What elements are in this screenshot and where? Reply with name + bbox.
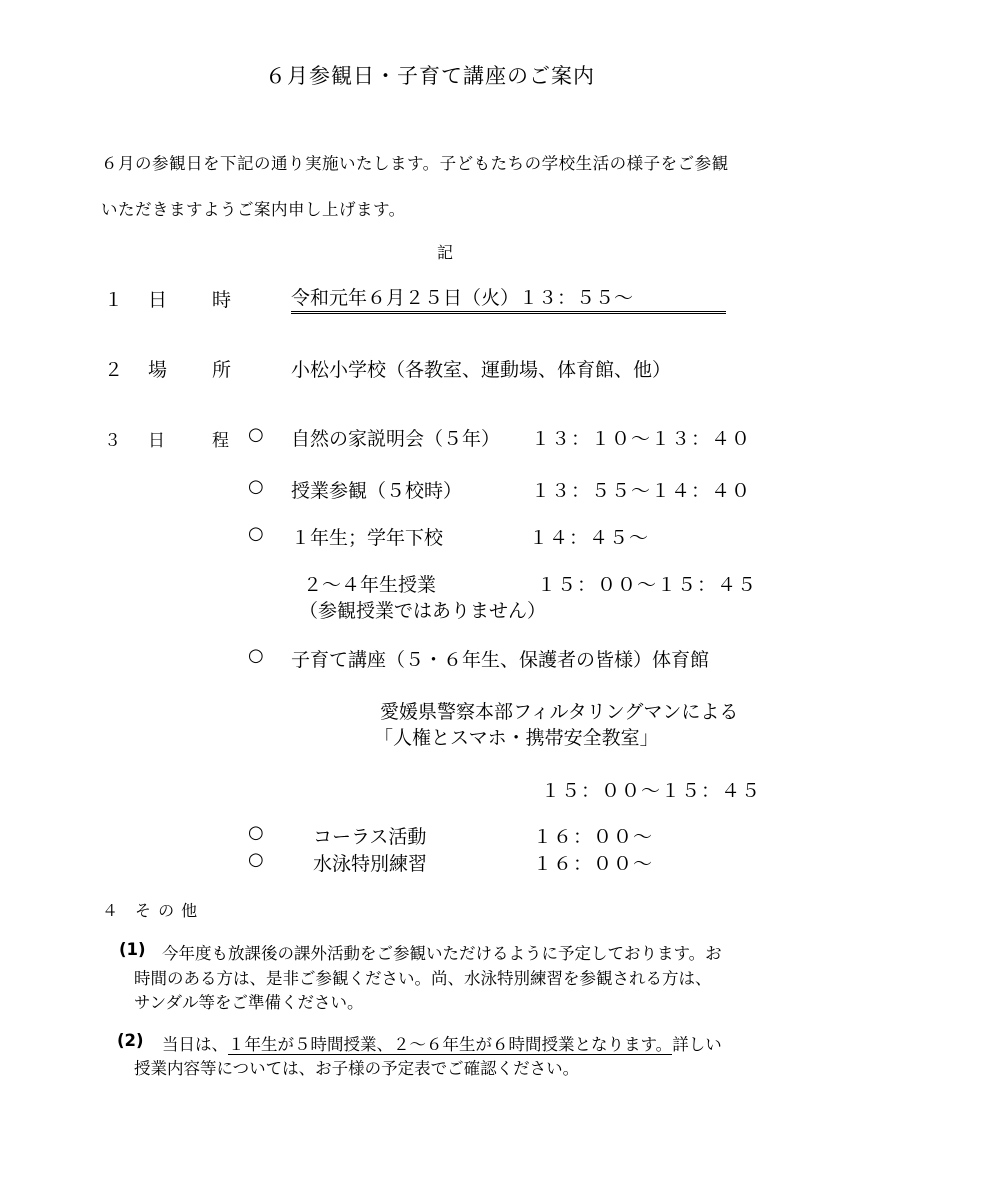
schedule-bullet-7: ○	[248, 849, 264, 870]
item-2-label-a: 場	[148, 359, 168, 381]
note-1-line-1: 今年度も放課後の課外活動をご参観いただけるように予定しております。お	[162, 944, 722, 963]
schedule-4-name: ２〜４年生授業	[303, 574, 437, 596]
note-2-prefix: 当日は、	[162, 1035, 228, 1054]
schedule-6-name: コーラス活動	[313, 826, 427, 848]
schedule-bullet-1: ○	[248, 424, 264, 445]
schedule-5-sub-1: 愛媛県警察本部フィルタリングマンによる	[380, 701, 739, 723]
item-3-label-a: 日	[148, 431, 165, 451]
item-2-number: ２	[104, 359, 124, 381]
schedule-5-sub-2: 「人権とスマホ・携帯安全教室」	[374, 727, 659, 749]
item-1-number: １	[104, 289, 124, 311]
item-1-label-b: 時	[212, 289, 232, 311]
note-2-line-1	[162, 1031, 722, 1055]
item-1-label-a: 日	[148, 289, 168, 311]
schedule-bullet-3: ○	[248, 523, 264, 544]
note-1-line-2: 時間のある方は、是非ご参観ください。尚、水泳特別練習を参観される方は、	[134, 969, 712, 988]
item-3-number: ３	[104, 431, 121, 451]
schedule-bullet-6: ○	[248, 822, 264, 843]
schedule-bullet-5: ○	[248, 645, 264, 666]
schedule-1-time: １３：１０〜１３：４０	[531, 428, 752, 450]
note-1-line-3: サンダル等をご準備ください。	[134, 993, 364, 1012]
schedule-6-time: １６：００〜	[533, 826, 654, 848]
schedule-2-name: 授業参観（５校時）	[291, 480, 463, 502]
item-2-label-b: 所	[212, 359, 232, 381]
schedule-7-name: 水泳特別練習	[313, 853, 428, 875]
intro-line-1: ６月の参観日を下記の通り実施いたします。子どもたちの学校生活の様子をご参観	[101, 154, 729, 173]
schedule-2-time: １３：５５〜１４：４０	[531, 480, 752, 502]
note-2-line-2: 授業内容等については、お子様の予定表でご確認ください。	[134, 1059, 580, 1078]
schedule-bullet-2: ○	[248, 476, 264, 497]
note-2-mark: (2)	[117, 1031, 144, 1050]
intro-line-2: いただきますようご案内申し上げます。	[101, 200, 406, 219]
event-place-value: 小松小学校（各教室、運動場、体育館、他）	[291, 359, 672, 381]
schedule-4-note: （参観授業ではありません）	[299, 600, 547, 622]
note-2-underlined: １年生が５時間授業、２〜６年生が６時間授業となります。	[228, 1035, 673, 1054]
note-1-mark: (1)	[119, 940, 146, 959]
schedule-3-name: １年生；学年下校	[291, 527, 444, 549]
schedule-5-name: 子育て講座（５・６年生、保護者の皆様）体育館	[291, 649, 710, 671]
item-4-number: ４	[102, 901, 119, 920]
schedule-5-time: １５：００〜１５：４５	[541, 780, 762, 802]
item-4-label: そ の 他	[135, 901, 199, 920]
event-date-value: 令和元年６月２５日（火）１３：５５〜	[291, 283, 726, 314]
item-3-label-b: 程	[212, 431, 229, 451]
schedule-4-time: １５：００〜１５：４５	[537, 574, 758, 596]
ki-heading: 記	[437, 243, 454, 262]
page-title: ６月参観日・子育て講座のご案内	[265, 64, 595, 88]
schedule-1-name: 自然の家説明会（５年）	[291, 428, 501, 450]
schedule-3-time: １４：４５〜	[529, 527, 650, 549]
schedule-7-time: １６：００〜	[533, 853, 654, 875]
note-2-suffix: 詳しい	[672, 1035, 722, 1054]
